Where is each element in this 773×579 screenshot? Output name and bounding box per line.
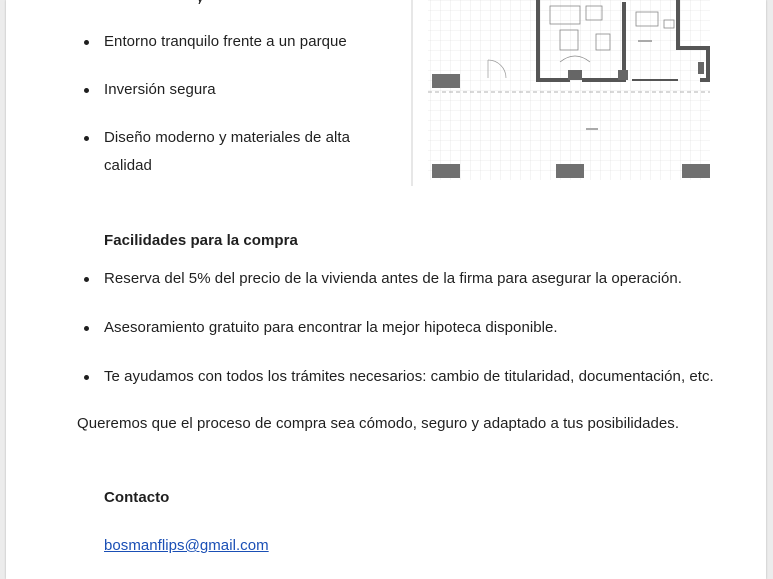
- bullet-icon: [84, 40, 89, 45]
- section-heading-purchase: Facilidades para la compra: [104, 232, 298, 249]
- contact-email-link[interactable]: bosmanflips@gmail.com: [104, 537, 269, 554]
- cropped-text-fragment: [196, 0, 206, 4]
- bullet-icon: [84, 136, 89, 141]
- document-page: [6, 0, 766, 579]
- bullet-icon: [84, 277, 89, 282]
- feature-item: Inversión segura: [104, 81, 216, 98]
- bullet-icon: [84, 88, 89, 93]
- purchase-item: Reserva del 5% del precio de la vivienda antes de la firma para asegurar la operación.: [104, 270, 682, 287]
- purchase-item: Te ayudamos con todos los trámites necesarios: cambio de titularidad, documentación, etc.: [104, 368, 714, 385]
- feature-item: Diseño moderno y materiales de alta: [104, 129, 351, 146]
- floor-plan-image: [410, 0, 715, 186]
- feature-item: Entorno tranquilo frente a un parque: [104, 33, 347, 50]
- feature-item-continuation: calidad: [104, 157, 152, 174]
- section-heading-contact: Contacto: [104, 489, 170, 506]
- purchase-item: Asesoramiento gratuito para encontrar la mejor hipoteca disponible.: [104, 319, 558, 336]
- closing-paragraph: Queremos que el proceso de compra sea cómodo, seguro y adaptado a tus posibilidades.: [77, 415, 680, 432]
- bullet-icon: [84, 375, 89, 380]
- bullet-icon: [84, 326, 89, 331]
